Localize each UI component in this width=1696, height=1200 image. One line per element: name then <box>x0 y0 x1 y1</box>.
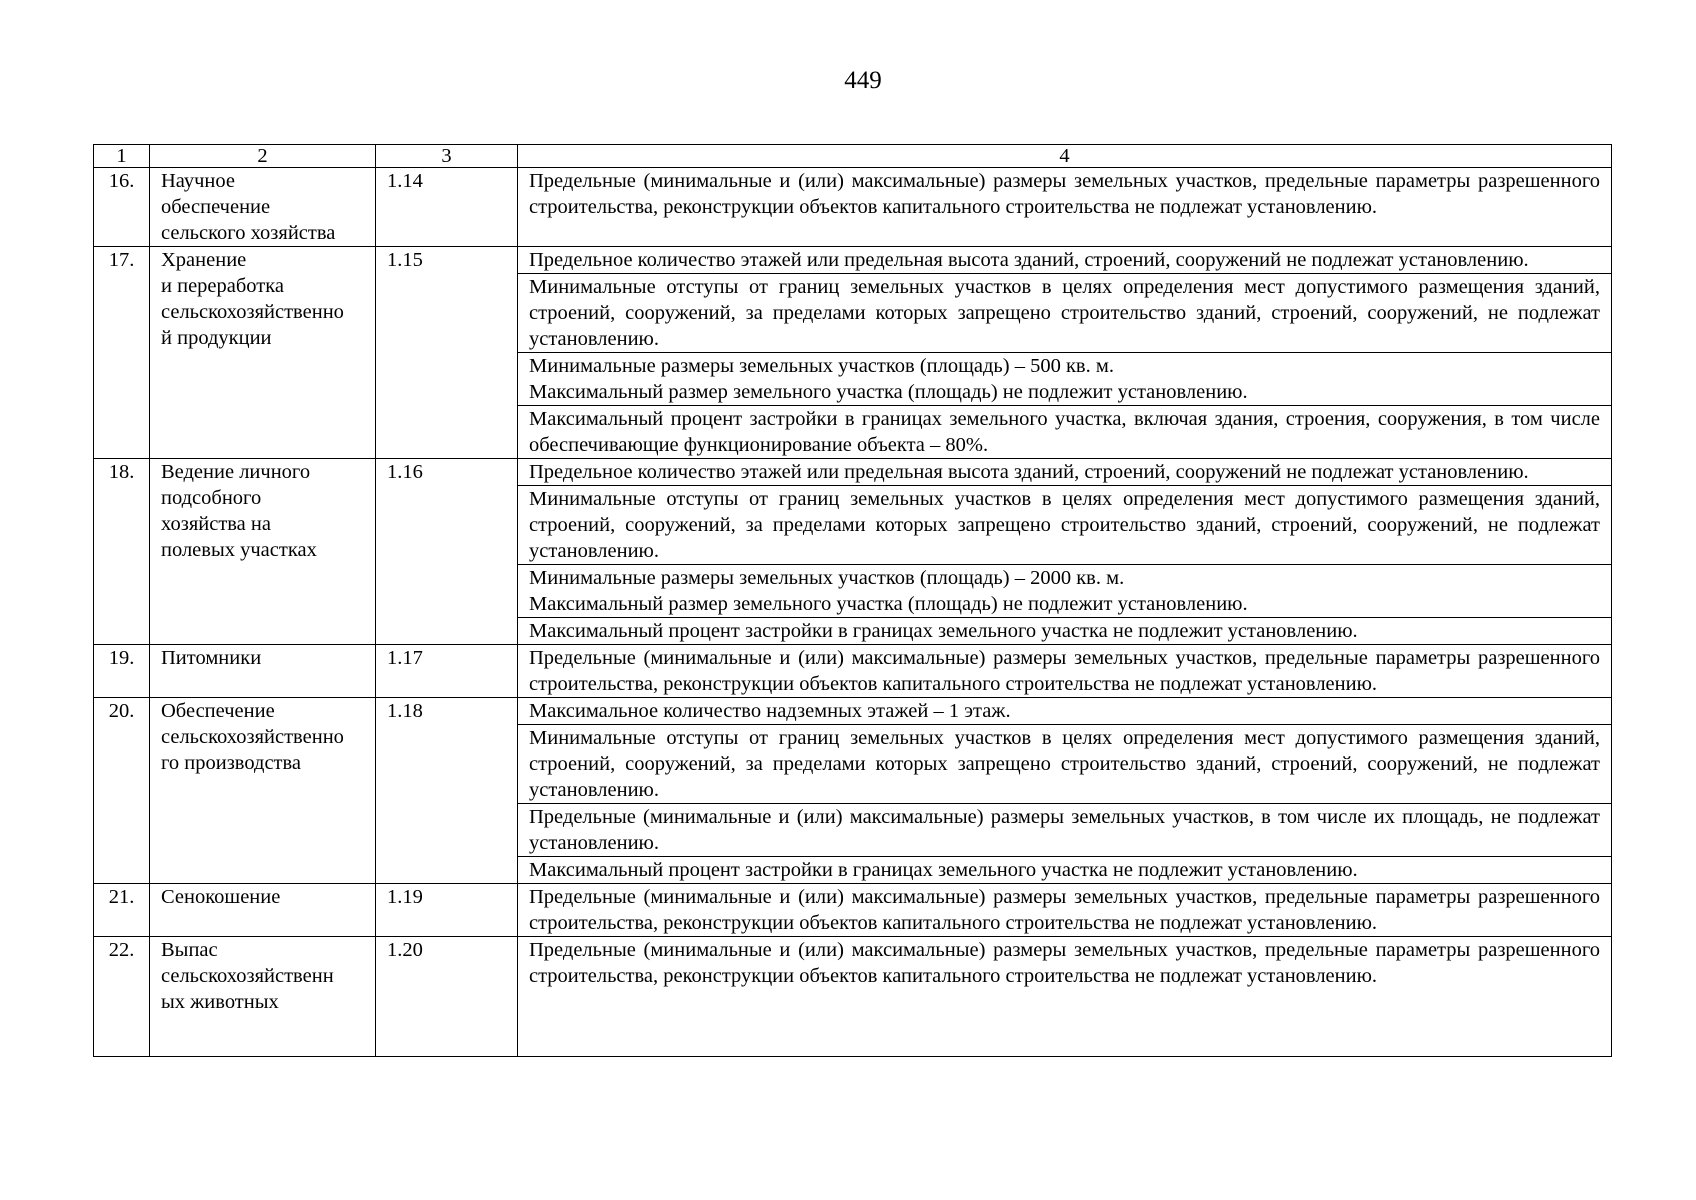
table-row <box>94 884 1612 937</box>
column-header-3: 3 <box>376 145 518 168</box>
land-use-type: Питомники <box>150 645 376 698</box>
table-row <box>94 698 1612 725</box>
parameter-cell: Предельные (минимальные и (или) максимальные) размеры земельных участков, предельные параметры разрешенного строительства, реконструкции объектов капитального строительства не подлежат установлению. <box>518 937 1612 1057</box>
row-number: 20. <box>94 698 150 884</box>
parameter-cell: Максимальный процент застройки в границах земельного участка не подлежит установлению. <box>518 618 1612 645</box>
parameter-cell: Максимальный процент застройки в границах земельного участка, включая здания, строения, сооружения, в том числе обеспечивающие функционирование объекта – 80%. <box>518 406 1612 459</box>
land-use-code: 1.20 <box>376 937 518 1057</box>
land-use-code: 1.16 <box>376 459 518 645</box>
column-header-4: 4 <box>518 145 1612 168</box>
land-use-code: 1.19 <box>376 884 518 937</box>
land-use-type: Ведение личного подсобного хозяйства на полевых участках <box>150 459 376 645</box>
parameter-cell: Предельные (минимальные и (или) максимальные) размеры земельных участков, предельные параметры разрешенного строительства, реконструкции объектов капитального строительства не подлежат установлению. <box>518 884 1612 937</box>
parameter-cell: Предельное количество этажей или предельная высота зданий, строений, сооружений не подлежат установлению. <box>518 459 1612 486</box>
table-row <box>94 937 1612 1057</box>
column-header-1: 1 <box>94 145 150 168</box>
parameter-cell: Минимальные отступы от границ земельных участков в целях определения мест допустимого размещения зданий, строений, сооружений, за пределами которых запрещено строительство зданий, строений, сооружений, не подлежат установлению. <box>518 725 1612 804</box>
table-row <box>94 459 1612 486</box>
zoning-parameters-table <box>93 144 1612 1057</box>
column-header-2: 2 <box>150 145 376 168</box>
table-row <box>94 247 1612 274</box>
table-row <box>94 168 1612 247</box>
parameter-cell: Максимальное количество надземных этажей – 1 этаж. <box>518 698 1612 725</box>
land-use-code: 1.15 <box>376 247 518 459</box>
land-use-type: Хранение и переработка сельскохозяйственно й продукции <box>150 247 376 459</box>
parameter-cell: Предельные (минимальные и (или) максимальные) размеры земельных участков, предельные параметры разрешенного строительства, реконструкции объектов капитального строительства не подлежат установлению. <box>518 645 1612 698</box>
land-use-code: 1.14 <box>376 168 518 247</box>
table-row <box>94 645 1612 698</box>
table-header-row <box>94 145 1612 168</box>
row-number: 22. <box>94 937 150 1057</box>
row-number: 21. <box>94 884 150 937</box>
row-number: 16. <box>94 168 150 247</box>
row-number: 17. <box>94 247 150 459</box>
row-number: 19. <box>94 645 150 698</box>
parameter-cell: Предельные (минимальные и (или) максимальные) размеры земельных участков, предельные параметры разрешенного строительства, реконструкции объектов капитального строительства не подлежат установлению. <box>518 168 1612 247</box>
page-number: 449 <box>844 67 882 94</box>
row-number: 18. <box>94 459 150 645</box>
parameter-cell: Максимальный процент застройки в границах земельного участка не подлежит установлению. <box>518 857 1612 884</box>
parameter-cell: Предельные (минимальные и (или) максимальные) размеры земельных участков, в том числе их площадь, не подлежат установлению. <box>518 804 1612 857</box>
parameter-cell: Предельное количество этажей или предельная высота зданий, строений, сооружений не подлежат установлению. <box>518 247 1612 274</box>
land-use-type: Сенокошение <box>150 884 376 937</box>
parameter-cell: Минимальные отступы от границ земельных участков в целях определения мест допустимого размещения зданий, строений, сооружений, за пределами которых запрещено строительство зданий, строений, сооружений, не подлежат установлению. <box>518 486 1612 565</box>
parameter-cell: Минимальные размеры земельных участков (площадь) – 2000 кв. м. Максимальный размер земельного участка (площадь) не подлежит установлению. <box>518 565 1612 618</box>
parameter-cell: Минимальные размеры земельных участков (площадь) – 500 кв. м. Максимальный размер земельного участка (площадь) не подлежит установлению. <box>518 353 1612 406</box>
parameter-cell: Минимальные отступы от границ земельных участков в целях определения мест допустимого размещения зданий, строений, сооружений, за пределами которых запрещено строительство зданий, строений, сооружений, не подлежат установлению. <box>518 274 1612 353</box>
land-use-code: 1.17 <box>376 645 518 698</box>
land-use-type: Выпас сельскохозяйственн ых животных <box>150 937 376 1057</box>
land-use-type: Научное обеспечение сельского хозяйства <box>150 168 376 247</box>
land-use-type: Обеспечение сельскохозяйственно го производства <box>150 698 376 884</box>
land-use-code: 1.18 <box>376 698 518 884</box>
